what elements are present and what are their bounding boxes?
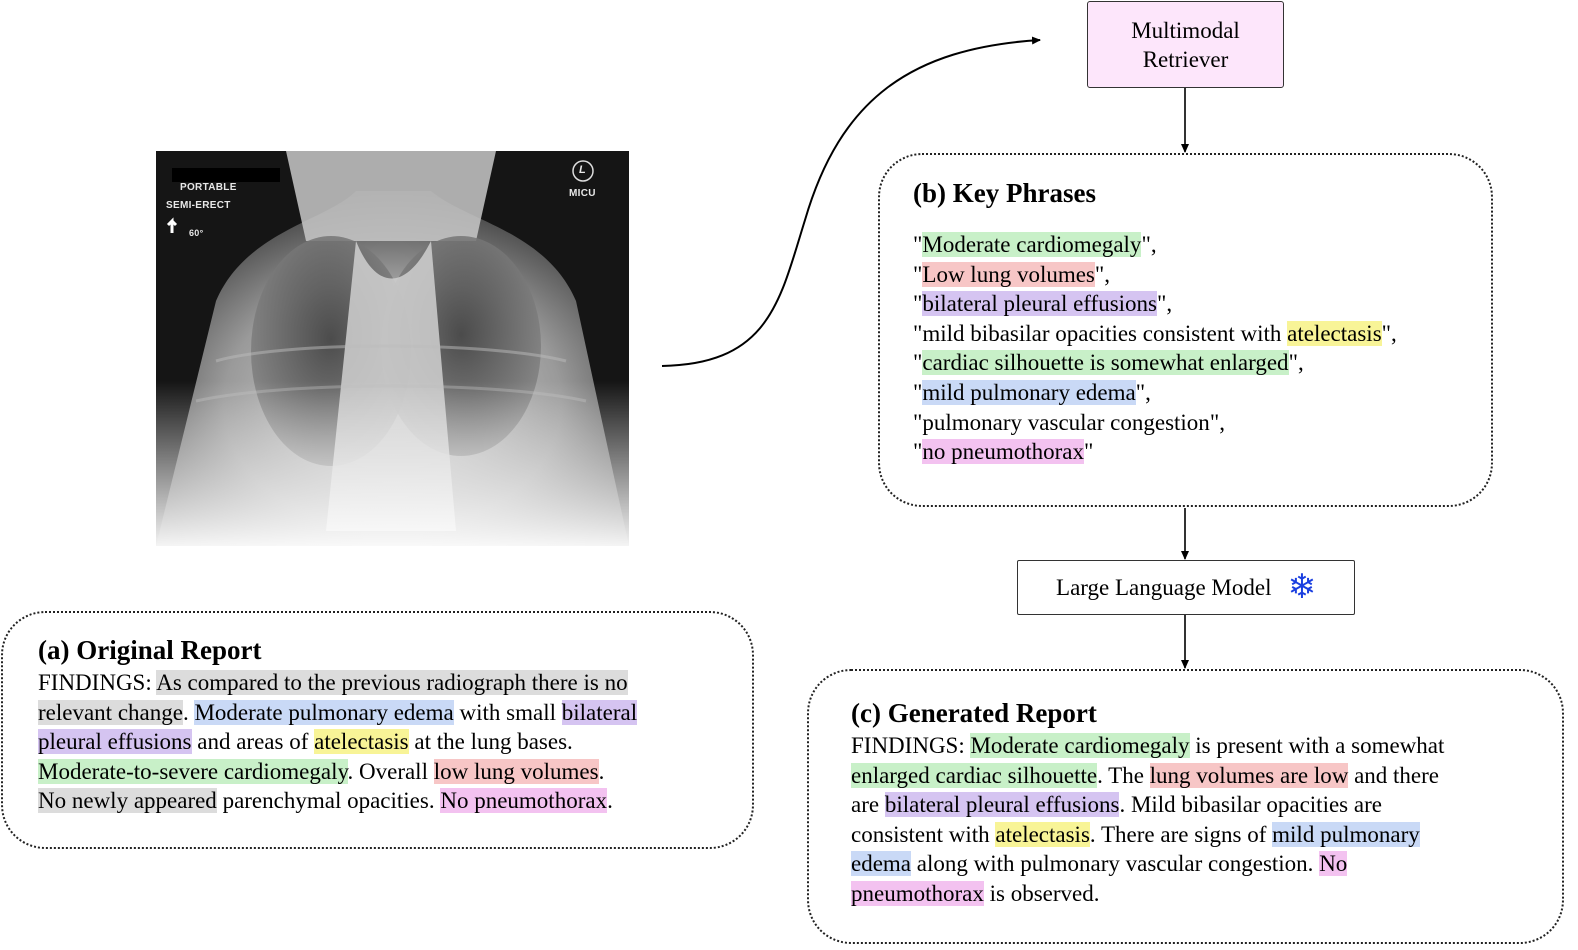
xray-label-semi-erect: SEMI-ERECT xyxy=(166,200,231,211)
original-report-text: FINDINGS: As compared to the previous radiograph there is no relevant change. Moderate pulmonary edema with small bilateral pleural effusions and areas of atelectasis at the lung bases. Moderate-to-severe cardiomegaly. Overall low lung volumes. No newly appeared parenchymal opacities. No pneumothorax. xyxy=(38,670,638,814)
original-report-title: (a) Original Report xyxy=(38,635,262,665)
xray-label-portable: PORTABLE xyxy=(180,182,237,193)
chest-xray-image xyxy=(156,151,629,546)
key-phrase-item: "no pneumothorax" xyxy=(913,439,1094,465)
generated-report-title: (c) Generated Report xyxy=(851,698,1097,728)
retriever-label-line1: Multimodal xyxy=(1131,17,1240,43)
key-phrases-box xyxy=(878,153,1493,507)
llm-label: Large Language Model xyxy=(1056,575,1272,600)
generated-report-box xyxy=(807,669,1564,944)
original-report-box xyxy=(1,611,754,849)
xray-label-angle: 60° xyxy=(189,228,204,238)
key-phrase-item: "bilateral pleural effusions", xyxy=(913,291,1173,317)
key-phrase-item: "Moderate cardiomegaly", xyxy=(913,232,1157,257)
generated-report-text: FINDINGS: Moderate cardiomegaly is present with a somewhat enlarged cardiac silhouette. The lung volumes are low and there are bilateral pleural effusions. Mild bibasilar opacities are consistent with atelectasis. There are signs of mild pulmonary edema along with pulmonary vascular congestion. No pneumothorax is observed. xyxy=(851,733,1445,906)
multimodal-retriever-box xyxy=(1087,1,1284,88)
retriever-label-line2: Retriever xyxy=(1142,46,1229,72)
xray-label-marker: L xyxy=(579,164,587,176)
key-phrase-item: "Low lung volumes", xyxy=(913,261,1111,287)
xray-label-micu: MICU xyxy=(569,188,596,199)
key-phrase-item: "pulmonary vascular congestion", xyxy=(913,409,1225,435)
key-phrase-item: "mild pulmonary edema", xyxy=(913,379,1151,405)
snowflake-icon: ❄ xyxy=(1287,567,1316,607)
key-phrases-list xyxy=(913,230,1491,467)
key-phrase-item: "cardiac silhouette is somewhat enlarged", xyxy=(913,350,1304,376)
key-phrase-item: "mild bibasilar opacities consistent with atelectasis", xyxy=(913,320,1397,346)
large-language-model-box xyxy=(1017,560,1355,615)
key-phrases-title: (b) Key Phrases xyxy=(913,178,1096,208)
